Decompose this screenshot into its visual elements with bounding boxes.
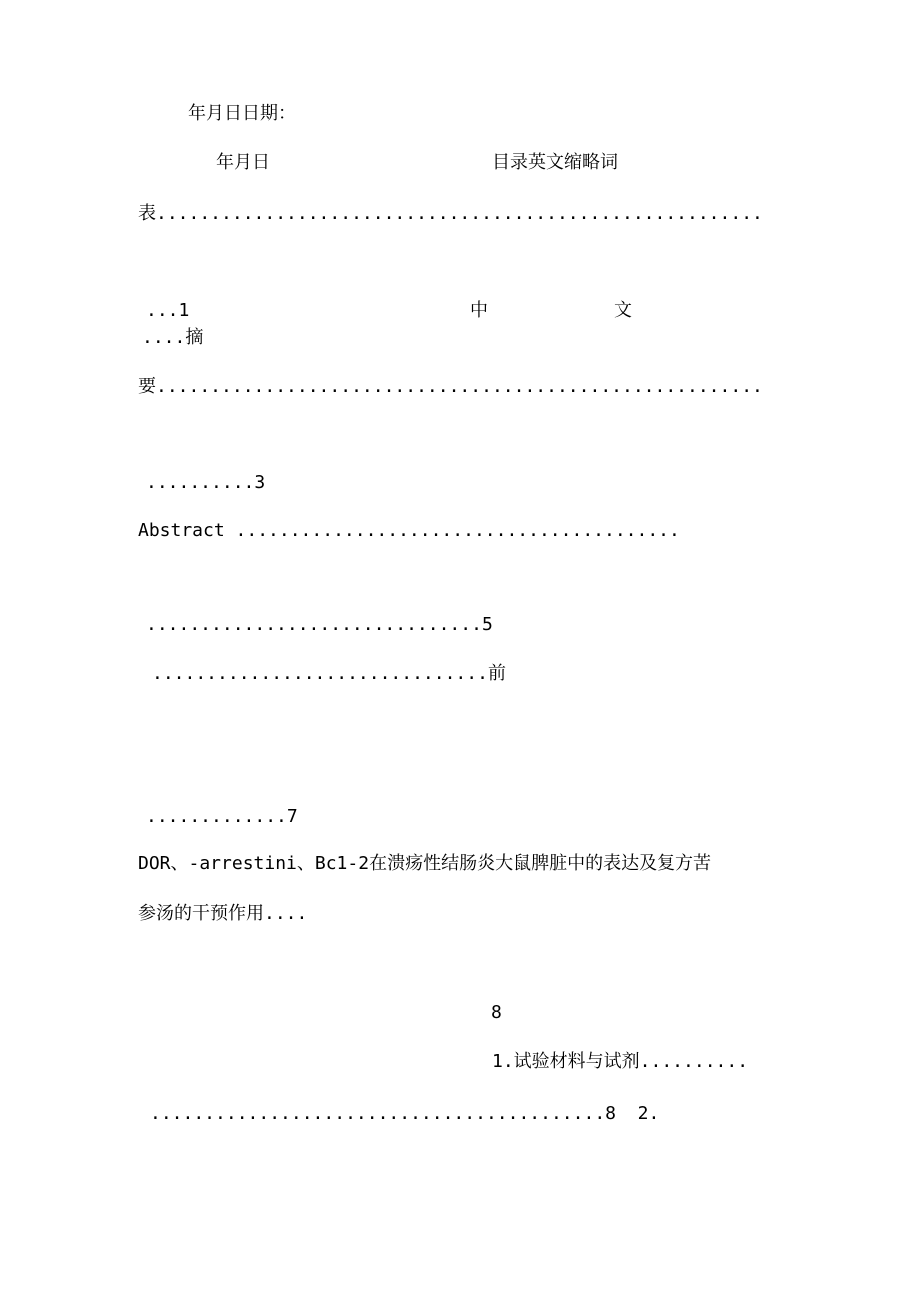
toc-entry-abstract: Abstract .........................................	[138, 520, 680, 541]
toc-entry-zhong: 中	[470, 300, 488, 321]
date-signed-line: 年月日日期：	[188, 103, 296, 124]
toc-entry-preface: ...............................前	[152, 663, 506, 684]
toc-entry-chinese-abstract-page: ..........3	[146, 472, 266, 493]
toc-entry-chinese-abstract: 要........................................................	[138, 376, 763, 397]
toc-entry-wen: 文	[614, 300, 632, 321]
toc-title: 目录英文缩略词	[492, 152, 618, 173]
toc-entry-chapter-page: 8	[491, 1002, 502, 1023]
toc-entry-preface-page: .............7	[146, 806, 298, 827]
toc-entry-abstract-page: ...............................5	[146, 614, 493, 635]
date-line: 年月日	[216, 152, 270, 173]
toc-entry-section-1-leader: ..........................................8 2.	[150, 1103, 660, 1124]
toc-entry-chapter-title: DOR、-arrestini、Bc1-2在溃疡性结肠炎大鼠脾脏中的表达及复方苦	[138, 853, 712, 874]
toc-entry-abbreviations-page: ...1	[146, 300, 190, 321]
toc-entry-abbreviations: 表........................................................	[138, 203, 763, 224]
toc-entry-zhai: ....摘	[142, 327, 204, 348]
toc-entry-section-1: 1.试验材料与试剂..........	[492, 1051, 749, 1072]
toc-entry-chapter-title-cont: 参汤的干预作用....	[138, 903, 308, 924]
